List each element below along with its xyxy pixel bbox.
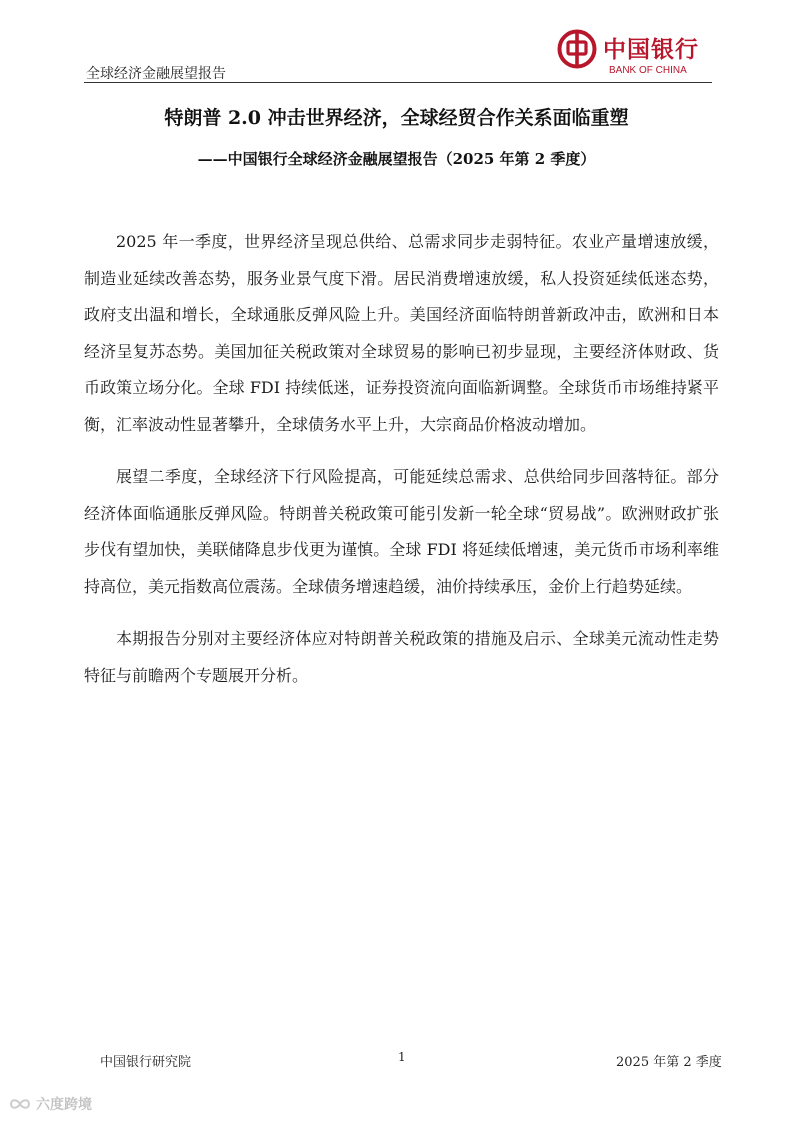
- footer-institute: 中国银行研究院: [100, 1055, 192, 1070]
- infinity-icon: [8, 1095, 32, 1113]
- watermark-text: 六度跨境: [36, 1097, 92, 1113]
- bank-name-en: BANK OF CHINA: [609, 65, 687, 76]
- bank-name-cn: 中国银行: [603, 36, 699, 63]
- body-paragraph: 展望二季度，全球经济下行风险提高，可能延续总需求、总供给同步回落特征。部分经济体面临通胀反弹风险。特朗普关税政策可能引发新一轮全球“贸易战”。欧洲财政扩张步伐有望加快，美联储降息步伐更为谨慎。全球 FDI 将延续低增速，美元货币市场利率维持高位，美元指数高位震荡。全球债务增速趋缓，油价持续承压，金价上行趋势延续。: [84, 467, 719, 596]
- bank-logo: [557, 29, 717, 81]
- footer-period: 2025 年第 2 季度: [616, 1055, 722, 1070]
- body-paragraph: 2025 年一季度，世界经济呈现总供给、总需求同步走弱特征。农业产量增速放缓，制造业延续改善态势，服务业景气度下滑。居民消费增速放缓，私人投资延续低迷态势，政府支出温和增长，全球通胀反弹风险上升。美国经济面临特朗普新政冲击，欧洲和日本经济呈复苏态势。美国加征关税政策对全球贸易的影响已初步显现，主要经济体财政、货币政策立场分化。全球 FDI 持续低迷，证券投资流向面临新调整。全球货币市场维持紧平衡，汇率波动性显著攀升，全球债务水平上升，大宗商品价格波动增加。: [84, 232, 719, 434]
- watermark: [8, 1093, 92, 1115]
- header-divider: [84, 82, 712, 83]
- footer-page-number: 1: [398, 1050, 406, 1064]
- bank-of-china-emblem-icon: [557, 29, 597, 69]
- body-paragraph: 本期报告分别对主要经济体应对特朗普关税政策的措施及启示、全球美元流动性走势特征与前瞻两个专题展开分析。: [84, 629, 719, 685]
- report-title: 特朗普 2.0 冲击世界经济，全球经贸合作关系面临重塑: [164, 107, 629, 129]
- report-body: [84, 224, 719, 710]
- header-report-series: 全球经济金融展望报告: [86, 66, 226, 82]
- report-subtitle: ——中国银行全球经济金融展望报告（2025 年第 2 季度）: [197, 150, 596, 168]
